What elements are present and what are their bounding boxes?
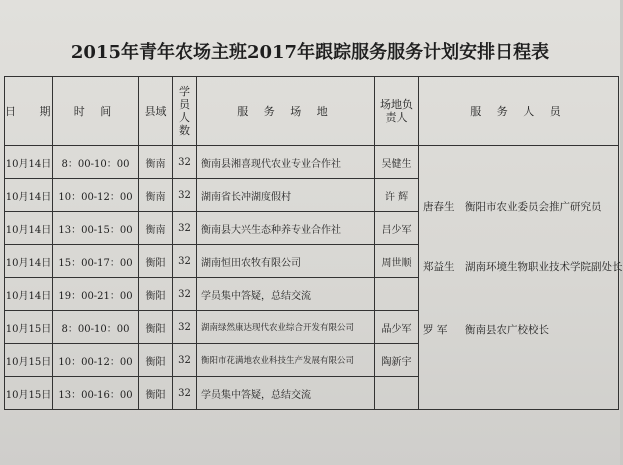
staff-org: 衡南县农广校校长 <box>465 324 549 336</box>
cell-venue-head <box>375 278 419 311</box>
header-time: 时 间 <box>53 77 139 146</box>
cell-time: 13：00-16：00 <box>53 377 139 410</box>
header-date: 日 期 <box>5 77 53 146</box>
header-staff: 服 务 人 员 <box>419 77 619 146</box>
cell-county: 衡南 <box>139 212 173 245</box>
cell-venue-head: 许 辉 <box>375 179 419 212</box>
cell-time: 10：00-12：00 <box>53 179 139 212</box>
cell-venue-head: 周世顺 <box>375 245 419 278</box>
cell-date: 10月14日 <box>5 278 53 311</box>
staff-member <box>423 259 623 274</box>
cell-venue: 湖南省长冲湖度假村 <box>197 179 375 212</box>
cell-county: 衡阳 <box>139 311 173 344</box>
cell-venue-head: 吕少军 <box>375 212 419 245</box>
cell-venue: 湖南绿然康达现代农业综合开发有限公司 <box>197 311 375 344</box>
cell-date: 10月14日 <box>5 179 53 212</box>
cell-county: 衡阳 <box>139 377 173 410</box>
schedule-table <box>4 76 623 410</box>
cell-time: 15：00-17：00 <box>53 245 139 278</box>
header-venue-head: 场地负责人 <box>375 77 419 146</box>
cell-date: 10月15日 <box>5 377 53 410</box>
cell-time: 19：00-21：00 <box>53 278 139 311</box>
cell-county: 衡南 <box>139 146 173 179</box>
table-row <box>5 146 619 179</box>
cell-date: 10月15日 <box>5 344 53 377</box>
header-county: 县域 <box>139 77 173 146</box>
cell-venue: 湖南恒田农牧有限公司 <box>197 245 375 278</box>
cell-county: 衡阳 <box>139 245 173 278</box>
cell-venue: 衡南县湘喜现代农业专业合作社 <box>197 146 375 179</box>
cell-time: 8：00-10：00 <box>53 311 139 344</box>
staff-name: 郑益生 <box>423 261 455 273</box>
table-header-row <box>5 77 619 146</box>
cell-count: 32 <box>173 278 197 311</box>
cell-count: 32 <box>173 245 197 278</box>
cell-venue-head: 晶少军 <box>375 311 419 344</box>
staff-name: 罗 军 <box>423 324 448 336</box>
staff-member <box>423 322 549 337</box>
cell-count: 32 <box>173 179 197 212</box>
page-title: 2015年青年农场主班2017年跟踪服务服务计划安排日程表 <box>70 42 550 63</box>
cell-county: 衡阳 <box>139 344 173 377</box>
cell-venue-head: 吴健生 <box>375 146 419 179</box>
staff-member <box>423 199 602 214</box>
cell-venue: 衡南县大兴生态种养专业合作社 <box>197 212 375 245</box>
cell-count: 32 <box>173 377 197 410</box>
cell-venue: 学员集中答疑，总结交流 <box>197 278 375 311</box>
cell-venue-head <box>375 377 419 410</box>
header-count: 学员人数 <box>173 77 197 146</box>
cell-time: 13：00-15：00 <box>53 212 139 245</box>
staff-org: 衡阳市农业委员会推广研究员 <box>465 201 602 213</box>
cell-date: 10月15日 <box>5 311 53 344</box>
header-venue: 服 务 场 地 <box>197 77 375 146</box>
cell-time: 8：00-10：00 <box>53 146 139 179</box>
cell-date: 10月14日 <box>5 146 53 179</box>
cell-count: 32 <box>173 311 197 344</box>
cell-venue-head: 陶新宇 <box>375 344 419 377</box>
cell-venue: 衡阳市花满地农业科技生产发展有限公司 <box>197 344 375 377</box>
staff-name: 唐春生 <box>423 201 455 213</box>
cell-county: 衡南 <box>139 179 173 212</box>
cell-county: 衡阳 <box>139 278 173 311</box>
staff-cell <box>419 146 623 410</box>
cell-count: 32 <box>173 212 197 245</box>
cell-date: 10月14日 <box>5 212 53 245</box>
cell-venue: 学员集中答疑，总结交流 <box>197 377 375 410</box>
staff-org: 湖南环境生物职业技术学院副处长 <box>465 261 623 273</box>
cell-date: 10月14日 <box>5 245 53 278</box>
cell-count: 32 <box>173 344 197 377</box>
cell-time: 10：00-12：00 <box>53 344 139 377</box>
cell-count: 32 <box>173 146 197 179</box>
